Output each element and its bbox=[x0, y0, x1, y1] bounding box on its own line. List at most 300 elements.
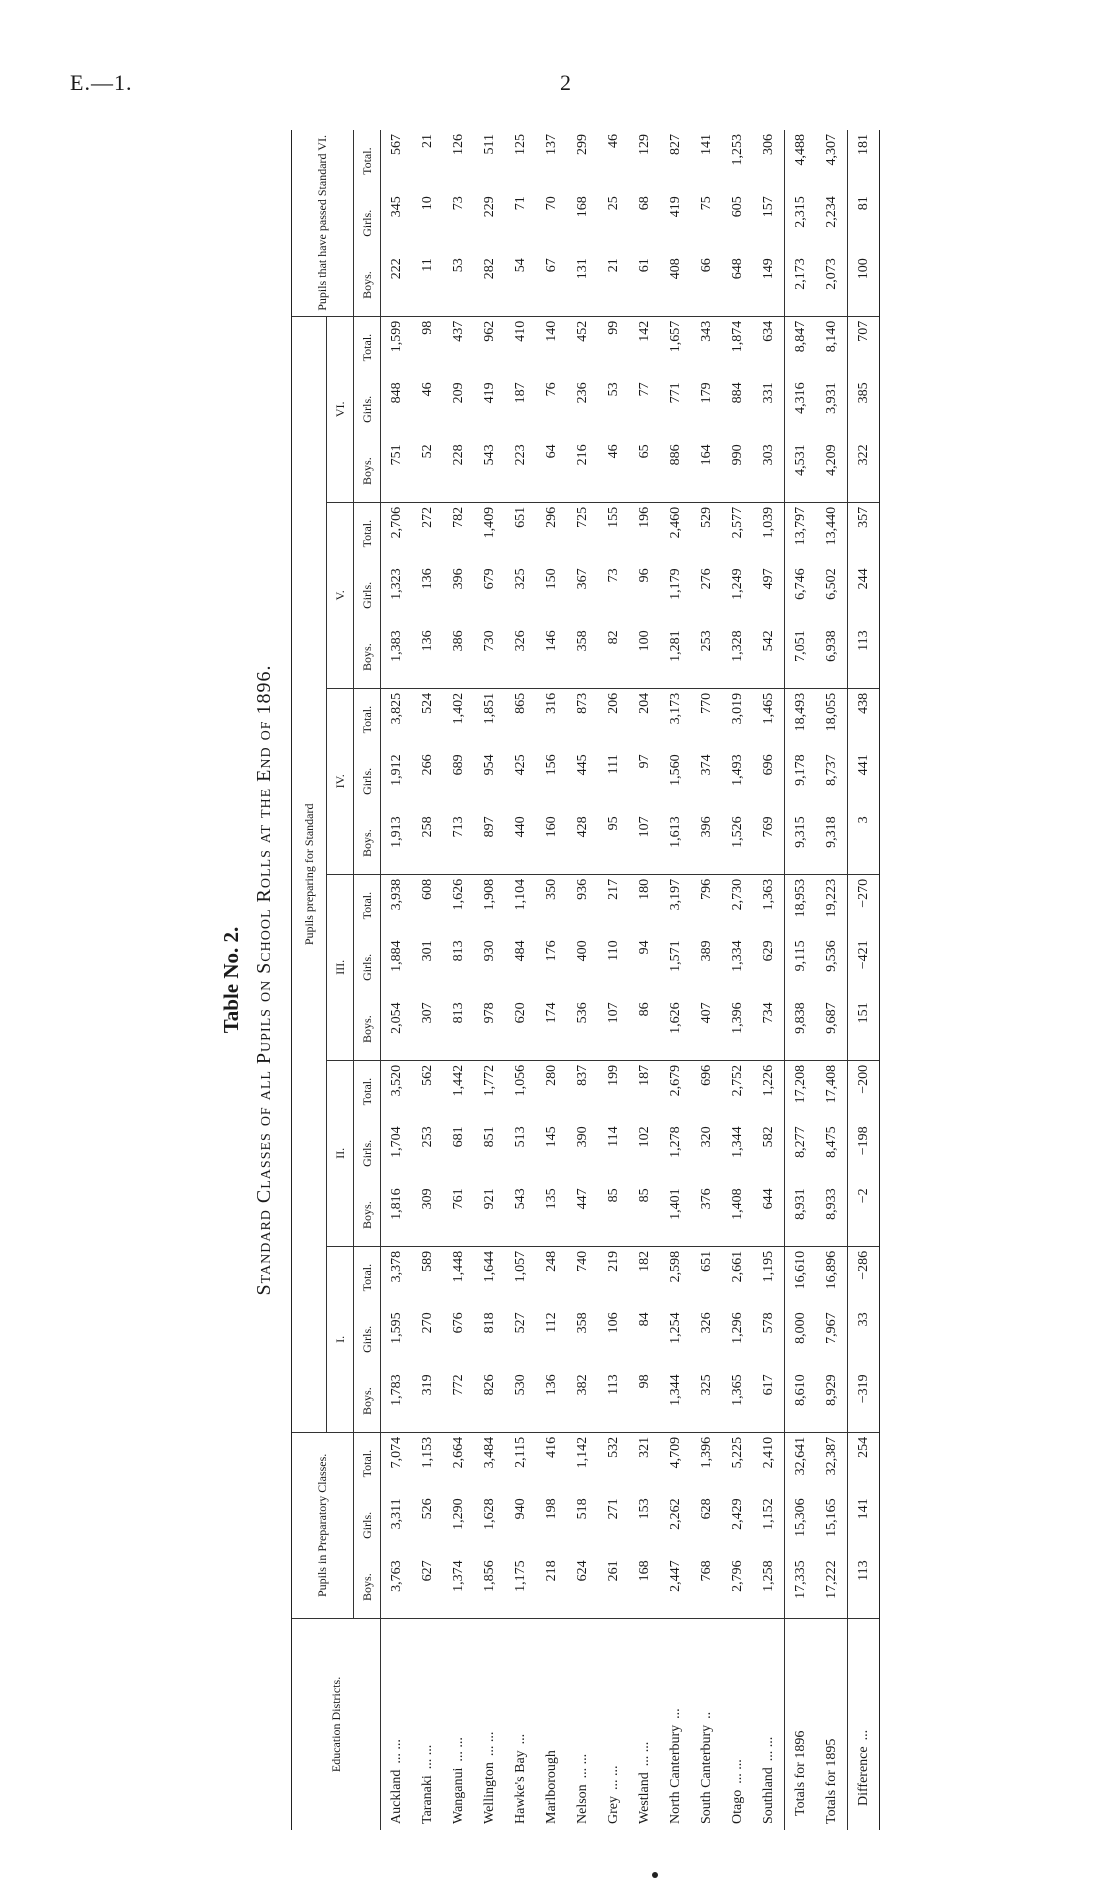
table-row bbox=[443, 130, 474, 1830]
cell-value: 307 bbox=[412, 998, 443, 1060]
cell-value: 296 bbox=[543, 506, 559, 528]
cell-value: 261 bbox=[598, 1556, 629, 1618]
column-header-passed: Pupils that have passed Standard VI. bbox=[292, 130, 354, 316]
table-row bbox=[722, 130, 753, 1830]
cell-value: 357 bbox=[848, 502, 880, 564]
district-name bbox=[848, 1618, 880, 1830]
column-header-standard: Pupils preparing for Standard bbox=[292, 316, 327, 1432]
cell-value: 125 bbox=[512, 134, 528, 155]
cell-value: 3 bbox=[848, 812, 880, 874]
cell-value: 865 bbox=[512, 692, 528, 714]
cell-value: 627 bbox=[412, 1556, 443, 1618]
cell-value: 95 bbox=[598, 812, 629, 874]
column-header-girls: Girls. bbox=[354, 936, 381, 998]
cell-value: 1,913 bbox=[381, 812, 413, 874]
table-title: Table No. 2. bbox=[219, 926, 243, 1034]
cell-value: 1,142 bbox=[574, 1436, 590, 1469]
cell-value: 386 bbox=[443, 626, 474, 688]
cell-value: 4,316 bbox=[785, 378, 817, 440]
district-name bbox=[660, 1618, 691, 1830]
column-header-boys: Boys. bbox=[354, 1184, 381, 1246]
cell-value: 1,402 bbox=[450, 692, 466, 725]
cell-value: 1,465 bbox=[760, 692, 776, 725]
cell-value: 229 bbox=[481, 196, 497, 218]
cell-value: 2,460 bbox=[667, 506, 683, 539]
cell-value: 299 bbox=[574, 134, 590, 155]
cell-value: 17,208 bbox=[785, 1060, 817, 1122]
cell-value: 425 bbox=[512, 754, 528, 776]
cell-value: 126 bbox=[450, 134, 466, 155]
cell-value: 2,115 bbox=[512, 1436, 528, 1468]
cell-value: 18,953 bbox=[785, 874, 817, 936]
cell-value: 46 bbox=[419, 382, 435, 397]
page-number: 2 bbox=[560, 70, 571, 95]
cell-value: 676 bbox=[450, 1312, 466, 1334]
cell-value: 187 bbox=[636, 1064, 652, 1086]
cell-value: 1,628 bbox=[481, 1498, 497, 1530]
district-name bbox=[505, 1618, 536, 1830]
cell-value: 2,262 bbox=[667, 1498, 683, 1530]
cell-value: 64 bbox=[536, 440, 567, 502]
district-label: Westland bbox=[636, 1772, 652, 1824]
column-header-standard-2: II. bbox=[327, 1060, 354, 1246]
column-header-total: Total. bbox=[354, 688, 381, 750]
cell-value: 179 bbox=[698, 382, 714, 404]
cell-value: 1,571 bbox=[667, 940, 683, 972]
cell-value: 32,641 bbox=[785, 1432, 817, 1494]
cell-value: 153 bbox=[636, 1498, 652, 1520]
cell-value: 400 bbox=[574, 940, 590, 962]
cell-value: 73 bbox=[450, 196, 466, 211]
cell-value: 484 bbox=[512, 940, 528, 962]
column-header-boys: Boys. bbox=[354, 998, 381, 1060]
district-label: Taranaki bbox=[419, 1775, 435, 1824]
cell-value: 10 bbox=[419, 196, 435, 211]
table-row bbox=[660, 130, 691, 1830]
cell-value: 16,896 bbox=[823, 1250, 839, 1290]
cell-value: 303 bbox=[753, 440, 785, 502]
cell-value: 322 bbox=[848, 440, 880, 502]
cell-value: 543 bbox=[505, 1184, 536, 1246]
cell-value: 6,938 bbox=[816, 626, 848, 688]
cell-value: 2,073 bbox=[816, 254, 848, 316]
cell-value: 447 bbox=[567, 1184, 598, 1246]
page-mark bbox=[652, 1872, 658, 1878]
cell-value: 137 bbox=[543, 134, 559, 155]
cell-value: 343 bbox=[698, 320, 714, 342]
cell-value: 8,000 bbox=[785, 1308, 817, 1370]
table-row bbox=[381, 130, 413, 1830]
leader-dots: ... ... bbox=[729, 1759, 745, 1784]
district-name bbox=[629, 1618, 660, 1830]
cell-value: 182 bbox=[636, 1250, 652, 1272]
table-row bbox=[505, 130, 536, 1830]
cell-value: 1,057 bbox=[512, 1250, 528, 1283]
cell-value: 3,019 bbox=[729, 692, 745, 725]
cell-value: 1,704 bbox=[388, 1126, 404, 1158]
cell-value: 962 bbox=[481, 320, 497, 342]
cell-value: −2 bbox=[848, 1184, 880, 1246]
cell-value: 419 bbox=[667, 196, 683, 218]
cell-value: 5,225 bbox=[729, 1436, 745, 1469]
cell-value: 7,967 bbox=[823, 1312, 839, 1344]
table-row bbox=[474, 130, 505, 1830]
cell-value: 1,254 bbox=[667, 1312, 683, 1344]
cell-value: 222 bbox=[381, 254, 413, 316]
cell-value: 826 bbox=[474, 1370, 505, 1432]
cell-value: 19,223 bbox=[823, 878, 839, 918]
cell-value: 1,334 bbox=[729, 940, 745, 972]
cell-value: 1,599 bbox=[388, 320, 404, 353]
cell-value: 8,929 bbox=[816, 1370, 848, 1432]
cell-value: 1,253 bbox=[729, 134, 745, 166]
cell-value: −200 bbox=[848, 1060, 880, 1122]
column-header-standard-4: IV. bbox=[327, 688, 354, 874]
cell-value: 1,912 bbox=[388, 754, 404, 786]
cell-value: 445 bbox=[574, 754, 590, 776]
cell-value: 282 bbox=[474, 254, 505, 316]
cell-value: 1,884 bbox=[388, 940, 404, 972]
cell-value: 696 bbox=[760, 754, 776, 776]
cell-value: 390 bbox=[574, 1126, 590, 1148]
cell-value: 1,365 bbox=[722, 1370, 753, 1432]
district-label: Wanganui bbox=[450, 1767, 466, 1824]
column-header-standard-5: V. bbox=[327, 502, 354, 688]
district-name bbox=[412, 1618, 443, 1830]
cell-value: 624 bbox=[567, 1556, 598, 1618]
cell-value: 21 bbox=[598, 254, 629, 316]
table-row bbox=[816, 130, 848, 1830]
cell-value: 3,197 bbox=[667, 878, 683, 911]
cell-value: 68 bbox=[636, 196, 652, 211]
column-header-total: Total. bbox=[354, 130, 381, 192]
cell-value: 617 bbox=[753, 1370, 785, 1432]
cell-value: −198 bbox=[848, 1122, 880, 1184]
cell-value: 978 bbox=[474, 998, 505, 1060]
cell-value: 813 bbox=[450, 940, 466, 962]
cell-value: 848 bbox=[388, 382, 404, 404]
cell-value: 2,752 bbox=[729, 1064, 745, 1097]
rotated-table-block bbox=[215, 130, 1055, 1830]
cell-value: 236 bbox=[574, 382, 590, 404]
cell-value: 651 bbox=[698, 1250, 714, 1272]
cell-value: 770 bbox=[698, 692, 714, 714]
cell-value: 608 bbox=[419, 878, 435, 900]
column-header-standard-6: VI. bbox=[327, 316, 354, 502]
cell-value: 578 bbox=[760, 1312, 776, 1334]
district-name bbox=[474, 1618, 505, 1830]
cell-value: 1,175 bbox=[505, 1556, 536, 1618]
cell-value: 8,847 bbox=[785, 316, 817, 378]
cell-value: 97 bbox=[636, 754, 652, 769]
leader-dots: ... ... bbox=[450, 1737, 466, 1762]
cell-value: 266 bbox=[419, 754, 435, 776]
cell-value: 253 bbox=[691, 626, 722, 688]
district-name bbox=[567, 1618, 598, 1830]
cell-value: 217 bbox=[605, 878, 621, 900]
column-header-district: Education Districts. bbox=[292, 1618, 381, 1830]
district-label: Auckland bbox=[388, 1769, 404, 1824]
cell-value: 155 bbox=[605, 506, 621, 528]
cell-value: 589 bbox=[419, 1250, 435, 1272]
cell-value: 441 bbox=[848, 750, 880, 812]
cell-value: 4,209 bbox=[816, 440, 848, 502]
cell-value: 2,706 bbox=[388, 506, 404, 539]
column-header-boys: Boys. bbox=[354, 254, 381, 316]
cell-value: 6,502 bbox=[823, 568, 839, 600]
cell-value: 1,281 bbox=[660, 626, 691, 688]
cell-value: 2,598 bbox=[667, 1250, 683, 1283]
cell-value: 3,763 bbox=[381, 1556, 413, 1618]
cell-value: 543 bbox=[474, 440, 505, 502]
table-row bbox=[598, 130, 629, 1830]
cell-value: 651 bbox=[512, 506, 528, 528]
cell-value: 605 bbox=[729, 196, 745, 218]
cell-value: 2,796 bbox=[722, 1556, 753, 1618]
cell-value: 136 bbox=[412, 626, 443, 688]
cell-value: 66 bbox=[691, 254, 722, 316]
cell-value: 276 bbox=[698, 568, 714, 590]
cell-value: 135 bbox=[536, 1184, 567, 1246]
cell-value: 542 bbox=[753, 626, 785, 688]
cell-value: 1,278 bbox=[667, 1126, 683, 1158]
cell-value: 75 bbox=[698, 196, 714, 211]
cell-value: 407 bbox=[691, 998, 722, 1060]
cell-value: 3,938 bbox=[388, 878, 404, 911]
cell-value: 1,249 bbox=[729, 568, 745, 600]
cell-value: 17,408 bbox=[823, 1064, 839, 1104]
column-header-standard-1: I. bbox=[327, 1246, 354, 1432]
cell-value: 884 bbox=[729, 382, 745, 404]
cell-value: −421 bbox=[848, 936, 880, 998]
cell-value: 396 bbox=[450, 568, 466, 590]
column-header-girls: Girls. bbox=[354, 378, 381, 440]
cell-value: 142 bbox=[636, 320, 652, 342]
cell-value: 1,851 bbox=[481, 692, 497, 725]
cell-value: 168 bbox=[629, 1556, 660, 1618]
cell-value: 873 bbox=[574, 692, 590, 714]
cell-value: 81 bbox=[848, 192, 880, 254]
column-header-girls: Girls. bbox=[354, 750, 381, 812]
cell-value: 71 bbox=[512, 196, 528, 211]
cell-value: 1,056 bbox=[512, 1064, 528, 1097]
cell-value: 13,797 bbox=[785, 502, 817, 564]
column-header-total: Total. bbox=[354, 316, 381, 378]
cell-value: 4,488 bbox=[785, 130, 817, 192]
cell-value: 140 bbox=[543, 320, 559, 342]
cell-value: 253 bbox=[419, 1126, 435, 1148]
cell-value: 176 bbox=[543, 940, 559, 962]
cell-value: 46 bbox=[605, 134, 621, 148]
cell-value: 9,115 bbox=[785, 936, 817, 998]
cell-value: 1,179 bbox=[667, 568, 683, 600]
column-header-girls: Girls. bbox=[354, 1494, 381, 1556]
cell-value: 254 bbox=[848, 1432, 880, 1494]
cell-value: 1,783 bbox=[381, 1370, 413, 1432]
cell-value: 32,387 bbox=[823, 1436, 839, 1476]
cell-value: 61 bbox=[629, 254, 660, 316]
district-label: Totals for 1896 bbox=[792, 1730, 808, 1816]
cell-value: 204 bbox=[636, 692, 652, 714]
cell-value: 110 bbox=[605, 940, 621, 961]
cell-value: 532 bbox=[605, 1436, 621, 1458]
cell-value: 9,318 bbox=[816, 812, 848, 874]
cell-value: 114 bbox=[605, 1126, 621, 1147]
cell-value: 518 bbox=[574, 1498, 590, 1520]
cell-value: 740 bbox=[574, 1250, 590, 1272]
cell-value: 3,173 bbox=[667, 692, 683, 725]
cell-value: 131 bbox=[567, 254, 598, 316]
cell-value: 4,709 bbox=[667, 1436, 683, 1469]
cell-value: 452 bbox=[574, 320, 590, 342]
cell-value: 761 bbox=[443, 1184, 474, 1246]
cell-value: 582 bbox=[760, 1126, 776, 1148]
cell-value: 9,178 bbox=[785, 750, 817, 812]
cell-value: 1,396 bbox=[698, 1436, 714, 1469]
cell-value: 3,825 bbox=[388, 692, 404, 725]
cell-value: 33 bbox=[848, 1308, 880, 1370]
column-header-girls: Girls. bbox=[354, 564, 381, 626]
cell-value: 15,165 bbox=[823, 1498, 839, 1537]
leader-dots: ... bbox=[855, 1729, 871, 1741]
cell-value: 2,577 bbox=[729, 506, 745, 539]
district-name bbox=[536, 1618, 567, 1830]
cell-value: 734 bbox=[753, 998, 785, 1060]
cell-value: 70 bbox=[543, 196, 559, 211]
district-label: Totals for 1895 bbox=[823, 1738, 839, 1824]
cell-value: 168 bbox=[574, 196, 590, 218]
cell-value: 1,442 bbox=[450, 1064, 466, 1097]
cell-value: 325 bbox=[512, 568, 528, 590]
cell-value: 1,626 bbox=[450, 878, 466, 911]
cell-value: 174 bbox=[536, 998, 567, 1060]
column-header-boys: Boys. bbox=[354, 1556, 381, 1618]
district-name bbox=[785, 1618, 817, 1830]
cell-value: 113 bbox=[848, 626, 880, 688]
district-label: Wellington bbox=[481, 1762, 497, 1824]
cell-value: 696 bbox=[698, 1064, 714, 1086]
cell-value: 106 bbox=[605, 1312, 621, 1334]
cell-value: 25 bbox=[605, 196, 621, 211]
cell-value: 85 bbox=[629, 1184, 660, 1246]
cell-value: 771 bbox=[667, 382, 683, 404]
cell-value: 98 bbox=[419, 320, 435, 335]
cell-value: 851 bbox=[481, 1126, 497, 1148]
cell-value: 2,315 bbox=[785, 192, 817, 254]
cell-value: 796 bbox=[698, 878, 714, 900]
leader-dots: ... bbox=[667, 1708, 683, 1719]
district-name bbox=[753, 1618, 785, 1830]
cell-value: 270 bbox=[419, 1312, 435, 1334]
cell-value: 272 bbox=[419, 506, 435, 528]
cell-value: 897 bbox=[474, 812, 505, 874]
cell-value: 82 bbox=[598, 626, 629, 688]
district-name bbox=[598, 1618, 629, 1830]
cell-value: 408 bbox=[660, 254, 691, 316]
cell-value: 648 bbox=[722, 254, 753, 316]
cell-value: 3,378 bbox=[388, 1250, 404, 1283]
cell-value: 7,051 bbox=[785, 626, 817, 688]
cell-value: 634 bbox=[760, 320, 776, 342]
cell-value: 6,746 bbox=[785, 564, 817, 626]
cell-value: 316 bbox=[543, 692, 559, 714]
cell-value: 1,383 bbox=[381, 626, 413, 688]
cell-value: 681 bbox=[450, 1126, 466, 1148]
cell-value: 2,054 bbox=[381, 998, 413, 1060]
cell-value: 326 bbox=[505, 626, 536, 688]
cell-value: 206 bbox=[605, 692, 621, 714]
cell-value: 100 bbox=[848, 254, 880, 316]
cell-value: 99 bbox=[605, 320, 621, 335]
cell-value: 9,687 bbox=[816, 998, 848, 1060]
cell-value: 136 bbox=[536, 1370, 567, 1432]
cell-value: 419 bbox=[481, 382, 497, 404]
column-header-boys: Boys. bbox=[354, 440, 381, 502]
cell-value: 3,484 bbox=[481, 1436, 497, 1469]
cell-value: 113 bbox=[848, 1556, 880, 1618]
cell-value: 11 bbox=[412, 254, 443, 316]
cell-value: 350 bbox=[543, 878, 559, 900]
cell-value: 107 bbox=[598, 998, 629, 1060]
cell-value: 209 bbox=[450, 382, 466, 404]
cell-value: 280 bbox=[543, 1064, 559, 1086]
cell-value: 129 bbox=[636, 134, 652, 155]
cell-value: 1,374 bbox=[443, 1556, 474, 1618]
cell-value: 1,104 bbox=[512, 878, 528, 911]
cell-value: 437 bbox=[450, 320, 466, 342]
cell-value: 562 bbox=[419, 1064, 435, 1086]
cell-value: 301 bbox=[419, 940, 435, 962]
cell-value: 1,657 bbox=[667, 320, 683, 353]
cell-value: 151 bbox=[848, 998, 880, 1060]
cell-value: 4,307 bbox=[823, 134, 839, 166]
cell-value: 146 bbox=[536, 626, 567, 688]
district-label: South Canterbury bbox=[698, 1724, 714, 1824]
cell-value: 374 bbox=[698, 754, 714, 776]
cell-value: 438 bbox=[848, 688, 880, 750]
cell-value: 1,226 bbox=[760, 1064, 776, 1097]
table-row bbox=[848, 130, 880, 1830]
cell-value: 644 bbox=[753, 1184, 785, 1246]
cell-value: 73 bbox=[605, 568, 621, 583]
table-row bbox=[412, 130, 443, 1830]
cell-value: 345 bbox=[388, 196, 404, 218]
cell-value: 930 bbox=[481, 940, 497, 962]
cell-value: 376 bbox=[691, 1184, 722, 1246]
cell-value: 218 bbox=[536, 1556, 567, 1618]
column-header-boys: Boys. bbox=[354, 812, 381, 874]
cell-value: 16,610 bbox=[785, 1246, 817, 1308]
district-label: Marlborough bbox=[543, 1750, 559, 1824]
cell-value: 1,613 bbox=[660, 812, 691, 874]
cell-value: 813 bbox=[443, 998, 474, 1060]
district-label: Difference bbox=[855, 1746, 871, 1806]
cell-value: 1,874 bbox=[729, 320, 745, 353]
column-header-total: Total. bbox=[354, 1060, 381, 1122]
cell-value: 990 bbox=[722, 440, 753, 502]
cell-value: 2,679 bbox=[667, 1064, 683, 1097]
cell-value: 187 bbox=[512, 382, 528, 404]
cell-value: 85 bbox=[598, 1184, 629, 1246]
cell-value: 2,429 bbox=[729, 1498, 745, 1530]
cell-value: 1,258 bbox=[753, 1556, 785, 1618]
cell-value: 1,908 bbox=[481, 878, 497, 911]
cell-value: 1,328 bbox=[722, 626, 753, 688]
cell-value: 9,315 bbox=[785, 812, 817, 874]
cell-value: 76 bbox=[543, 382, 559, 397]
leader-dots: ... ... bbox=[636, 1741, 652, 1767]
cell-value: −270 bbox=[848, 874, 880, 936]
